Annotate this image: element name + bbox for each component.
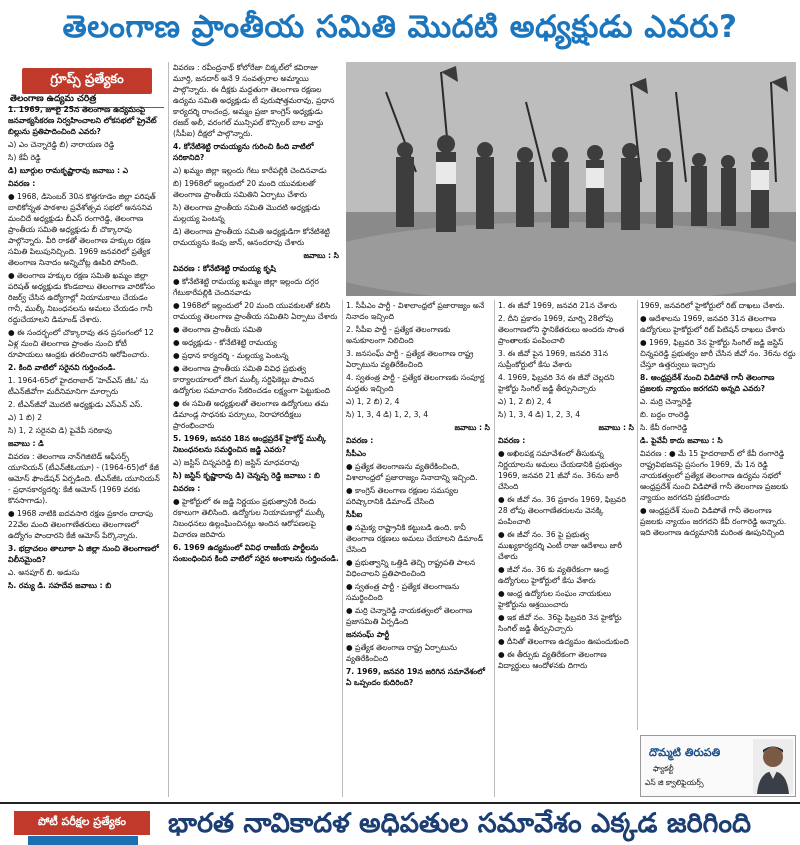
paragraph: ఎ. మర్రి చెన్నారెడ్డి [640,397,692,406]
paragraph: 2. టీఎన్‌జీవో మొదటి అధ్యక్షుడు ఎస్‌ఎన్ ఎస్. [8,400,143,409]
paragraph: 2. దీని ప్రకారం 1969, మార్చి 28లోపు తెలంగాణలోని స్థానికేతరులు అందరు సొంత ప్రాంతాలకు పంపించాలి [498,314,625,345]
paragraph: జవాబు : సి [598,423,634,432]
article-column-5 [640,300,796,730]
paragraph: డి) బూర్గుల రామకృష్ణారావు జవాబు : ఎ [8,166,129,175]
paragraph: వివరణ : ● మే 15 హైదరాబాద్ లో కేవీ రంగారెడ్డి రాష్ట్రవిభజనపై ప్రసంగం 1969, మే 1న రెడ్డి నాయకత్వంలో ప్రత్యేక తెలంగాణ ఉద్యమ సభలో ఆంధ్రప్రదేశ్ నుంచి విడిపోతే గానీ తెలంగాణ ప్రజలకు న్యాయం జరగదని ప్రకటించారు [640,449,788,502]
paragraph: ● ఆంధ్ర ఉద్యోగుల సంఘం నాయకులు హైకోర్టును ఆశ్రయించారు [498,589,612,609]
paragraph: డి. పైవేవీ కాదు జవాబు : సి [640,436,723,445]
paragraph: 2. సీపీఐ పార్టీ - ప్రత్యేక తెలంగాణకు అనుకూలంగా నిలిచింది [346,325,451,345]
paragraph: ● ఇక జీవో నం. 36పై ఫిబ్రవరి 3న హైకోర్టు సింగిల్ జడ్జి తీర్పునిచ్చారు [498,613,622,633]
paragraph: 1. సీపీఎం పార్టీ - విశాలాంధ్రలో ప్రజారాజ్యం అనే నినాదం ఇచ్చింది [346,301,485,321]
paragraph: ఎ) ఎం చెన్నారెడ్డి బి) నారాయణ రెడ్డి [8,140,115,149]
paragraph: ఎ) జస్టిస్ చిన్నపరెడ్డి బి) జస్టిస్ మాధవరావు [173,458,300,467]
paragraph: ● స్వతంత్ర పార్టీ - ప్రత్యేక తెలంగాణను సమర్థించింది [346,582,460,602]
paragraph: ● దీనితో తెలంగాణ ఉద్యమం ఊపందుకుంది [498,637,629,646]
author-photo [753,739,793,794]
paragraph: ● సమైక్య రాష్ట్రానికి కట్టుబడి ఉంది. కానీ తెలంగాణ రక్షణలు అమలు చేయాలని డిమాండ్ చేసింది [346,523,484,554]
article-column-3 [346,300,490,777]
paragraph: జవాబు : డి [8,439,44,448]
paragraph: ● ఆదేశాలను 1969, జనవరి 31న తెలంగాణ ఉద్యోగులు హైకోర్టులో రిట్ పిటిషన్ దాఖలు చేశారు [640,314,785,334]
paragraph: ● కోనేటిశెట్టి రామయ్య ఖమ్మం జిల్లా ఇల్లందు దగ్గర గేటుకారేపల్లికి చెందినవాడు [173,277,319,297]
paragraph: ● ఈ తీర్పుకు వ్యతిరేకంగా తెలంగాణ విద్యార్థులు ఆందోళనకు దిగారు [498,650,607,670]
paragraph: సి) 1, 2 సరైనవి డి) పైవేవీ సరికావు [8,426,112,435]
paragraph: బి. బద్దం రాంరెడ్డి [640,410,690,419]
paragraph: బి) 1968లో ఇల్లందులో 20 మంది యువకులతో తెలంగాణ ప్రాంతీయ సమితిని ఏర్పాటు చేశారు [173,179,316,199]
paragraph: సి) తెలంగాణ ప్రాంతీయ సమితి మొదటి అధ్యక్షుడు మల్లయ్య పెంటన్న [173,203,320,223]
section-subtitle: తెలంగాణ ఉద్యమ చరిత్ర [8,94,164,108]
author-box [640,735,796,797]
paragraph: 4. 1969, ఫిబ్రవరి 3న ఈ జీవో చెల్లదని హైకోర్టు సింగిల్ జడ్జి తీర్పునిచ్చారు [498,373,615,393]
author-title: ఫ్యాకల్టీ [653,764,674,773]
paragraph: 1. 1964-65లో హైదరాబాద్ 'హెచ్ఎస్‌ జీఓ' ను టీఎన్‌జీవోగా మదీనిమానిగా మార్చారు [8,376,149,396]
paragraph: డి) తెలంగాణ ప్రాంతీయ సమితి అధ్యక్షుడిగా కోనేటిశెట్టి రామయ్యను కెంపు జాన్, ఆనందరావు చేశారు [173,227,330,247]
column-divider [168,62,169,797]
paragraph: సి) 1, 3, 4 డి) 1, 2, 3, 4 [498,410,581,419]
paragraph: ఎ) 1, 2 బి) 2, 4 [346,397,400,406]
author-company: ఎస్ జి క్వాలిఫైయర్స్ [645,778,704,787]
paragraph: ● ప్రత్యేక తెలంగాణను వ్యతిరేకించింది, విశాలాంధ్రలో ప్రజారాజ్యం నినాదాన్ని ఇచ్చింది. [346,462,478,482]
paragraph: 1969, జనవరిలో హైకోర్టులో రిట్ దాఖలు చేశారు. [640,301,785,310]
column-divider [494,300,495,797]
historical-photo [346,62,796,296]
paragraph: వివరణ : కోనేటిశెట్టి రామయ్య కృషి [173,264,276,273]
paragraph: ● అఖిలపక్ష సమావేశంలో తీసుకున్న నిర్ణయాలను అమలు చేయడానికి ప్రభుత్వం 1969, జనవరి 21 జీవో నం. 36ను జారీ చేసింది [498,449,622,491]
paragraph: 4. స్వతంత్ర పార్టీ - ప్రత్యేక తెలంగాణకు సంపూర్ణ మద్దతు ఇచ్చింది [346,373,485,393]
paragraph: ● ఈ సమితి అధ్యక్షులతో తెలంగాణ ఉద్యోగులు తమ డిమాండ్ల సాధనకు పర్చూలు, నిరాహారదీక్షలు ప్రారంభించారు [173,399,329,430]
paragraph: జవాబు : సి [303,251,339,260]
paragraph: 6. 1969 ఉద్యమంలో వివిధ రాజకీయ పార్టీలను సంబంధించిన కింది వాటిలో సరైన అంశాలను గుర్తించండి. [173,543,339,563]
paragraph: ● హైకోర్టులో ఈ జడ్జి నిర్ణయం ప్రభుత్వానికి రెండు రకాలుగా తెలిసింది. ఉద్యోగుల నియామకాల్లో ముల్కీ నిబంధనలు ఉల్లంఘించినట్లు అందిన ఆరోపణలపై విచారణ జరిపారు [173,497,326,539]
paragraph: ఎ) 1 బి) 2 [8,413,43,422]
paragraph: ఎ) ఖమ్మం జిల్లా ఇల్లందు గేటు కారేపల్లికి చెందినవాడు [173,166,327,175]
paragraph: 3. ఈ జీవో పైన 1969, జనవరి 31న సుప్రీంకోర్టులో కేసు వేశారు [498,349,608,369]
page-headline: తెలంగాణ ప్రాంతీయ సమితి మొదటి అధ్యక్షుడు ఎవరు? [62,8,738,45]
paragraph: ● ఈ జీవో నం. 36 పై ప్రభుత్వ ముఖ్యకార్యదర్శి ఎంటీ రాజు ఆదేశాలు జారీ చేశారు [498,530,623,561]
paragraph: సి) జస్టిస్ కృష్ణారావు డి) చెన్నప్ప రెడ్డి జవాబు : బి [173,471,320,480]
section-badge: గ్రూప్స్ ప్రత్యేకం [22,68,152,94]
paragraph: సి. రమ్య డి. సహదేవ జవాబు : బి [8,581,112,590]
paragraph: జనసంఘ్ పార్టీ [346,630,390,639]
author-name: దొమ్మటి తిరుపతి [649,746,721,759]
paragraph: సీపీఐ [346,510,363,519]
paragraph: ● తెలంగాణ హక్కుల రక్షణ సమితి ఖమ్మం జిల్లా పరిషత్‌ అధ్యక్షుడు కొండబాలు తెలంగాణ వారికోసం రిజర్వ్‌ చేసిన ఉద్యోగాల్లో నియామకాలు చేయడం గానీ, ముల్కీ నిబంధనలను అమలు చేయడం గానీ రద్దుచేయాలని డిమాండ్‌ చేశారు. [8,271,155,324]
paragraph: జవాబు : సి [454,423,490,432]
article-column-1 [8,104,164,759]
article-column-4 [498,300,634,777]
paragraph: ● ప్రధాన కార్యదర్శి - మల్లయ్య పెంటన్న [173,351,289,360]
paragraph: ● 1968, డిసెంబర్ 30న కొత్తగూడెం జిల్లా పరిషత్ బాలికోన్నత పాఠశాల ప్రవేశోత్సవ సభలో ఆనసనివ మంచిదే అధ్యక్షుడు బీఎస్‌ రంగారెడ్డి, తెలంగాణ ప్రాంతీయ సమితి అధ్యక్షుడు బీ చొక్కారావు పాల్గొన్నారు. వీరి రాకతో తెలంగాణ హక్కుల రక్షణ సమితి పిలుపునిచ్చింది. 1969 జనవరిలో ప్రత్యేక తెలంగాణ నినాదం అన్నిచోట్ల ఊపిరి పోసింది. [8,192,156,267]
paragraph: సీపీఎం [346,449,366,458]
paragraph: సి) కేవీ రెడ్డి [8,153,41,162]
paragraph: ● తెలంగాణ ప్రాంతీయ సమితి [173,325,262,334]
paragraph: వివరణ : [173,484,201,493]
paragraph: వివరణ : తెలంగాణ నాన్‌గెజిటెడ్‌ ఆఫీసర్స్‌ యూనియన్ (టీఎన్‌జీఓయూ) - (1964-65)లో కేజీ ఆమోస్‌ ఫౌండేషన్‌ ఏర్పడింది. టీఎన్‌జీఓ యూనియన్ - ప్రధానకార్యదర్శి: కేజీ ఆమోస్‌ (1969 వరకు కొనసాగాడు). [8,452,160,505]
bottom-divider [0,802,800,804]
column-divider [342,300,343,797]
paragraph: 3. జనసంఘ్ పార్టీ - ప్రత్యేక తెలంగాణ రాష్ట్ర ఏర్పాటును వ్యతిరేకించింది [346,349,474,369]
paragraph: 4. కోనేటిశెట్టి రామయ్యను గురించి కింది వాటిలో సరికానిది? [173,142,314,162]
paragraph: 8. ఆంధ్రప్రదేశ్ నుంచి విడిపోతే గానీ తెలంగాణ ప్రజలకు న్యాయం జరగదని అన్నది ఎవరు? [640,373,775,393]
paragraph: ● అధ్యక్షుడు - కోనేటిశెట్టి రామయ్య [173,338,277,347]
paragraph: ఎ) 1, 2 బి) 2, 4 [498,397,552,406]
paragraph: వివరణ : [346,436,374,445]
paragraph: ● తెలంగాణ ప్రాంతీయ సమితి వివిధ ప్రభుత్వ కార్యాలయాలలో దొంగ ముల్కీ సర్టిఫికెట్లు పొందిన ఉద్యోగుల సమాచారం సేకరించడం లక్ష్యంగా పెట్టుకుంది [173,364,331,395]
column-divider [637,300,638,730]
paragraph: 7. 1969, జనవరి 19న జరిగిన సమావేశంలో ఏ ఒప్పందం కుదిరింది? [346,667,485,687]
paragraph: ● 1968లో ఇల్లందులో 20 మంది యువకులతో కలిసి రామయ్య తెలంగాణ ప్రాంతీయ సమితిని ఏర్పాటు చేశారు [173,301,338,321]
bottom-badge-underline [28,836,138,845]
paragraph: వివరణ : రవీంద్రనాథ్ కోలోరేజా చిక్కల్‌లో కవిరాజు మూర్తి, జనదార్ అనే 9 సంవత్సరాల అమ్మాయి పాల్గొన్నారు. ఈ దీక్షకు మద్దతుగా తెలంగాణ రక్షణల ఉద్యమ సమితి అధ్యక్షుడు టీ పురుషోత్తమరావు, ప్రధాన కార్యదర్శి రాంచంద్ర, అమ్మం ప్రజా కాంగ్రెస్ అధ్యక్షుడు రజబ్ అలీ, వరంగల్ మున్సిపల్ కౌన్సిలర్ బాల వార్డు (సీపీఐ) దీక్షలో పాల్గొన్నారు. [173,63,335,138]
paragraph: ● 1968 నాటికి ఐదవసారి రక్షణ ప్రకారం దాదాపు 22వేల మంది తెలంగాణేతరులు తెలంగాణలో ఉద్యోగం పొందారని కేజీ ఆమోస్‌ పేర్కొన్నారు. [8,509,153,540]
paragraph: ● ఈ జీవో నం. 36 ప్రకారం 1969, ఫిబ్రవరి 28 లోపు తెలంగాణేతరులను వెనక్కి పంపించాలి [498,495,626,526]
author-portrait-icon [753,739,793,794]
paragraph: ● ఈ సందర్భంలో చొక్కారావు తన ప్రసంగంలో 12 ఏళ్ల నుంచి తెలంగాణ ప్రాంతం నుంచి కోటీ రూపాయలు ఆంధ్రకు తరలించారని ఆరోపించారు. [8,328,154,359]
protesters-illustration [346,62,796,296]
paragraph: ● కాంగ్రెస్ తెలంగాణ రక్షణల సమస్యల పరిష్కారానికి డిమాండ్ చేసింది [346,486,459,506]
paragraph: సి) 1, 3, 4 డి) 1, 2, 3, 4 [346,410,429,419]
paragraph: ● ప్రభుత్వాన్ని ఒత్తిడి తెచ్చి రాష్ట్రపతి పాలన విధించాలని ప్రతిపాదించింది [346,558,476,578]
paragraph: 2. కింది వాటిలో సరైనవి గుర్తించండి. [8,363,116,372]
paragraph: వివరణ : [498,436,526,445]
paragraph: ● ప్రత్యేక తెలంగాణ రాష్ట్ర ఏర్పాటును వ్యతిరేకించింది [346,643,457,663]
paragraph: ఎ. అనపూర్ బి. అడుసు [8,568,80,577]
bottom-headline: భారత నావికాదళ అధిపతుల సమావేశం ఎక్కడ జరిగింది [168,808,752,839]
paragraph: 5. 1969, జనవరి 18న ఆంధ్రప్రదేశ్ హైకోర్ట్ ముల్కీ నిబంధనలను సమర్థించిన జడ్జి ఎవరు? [173,434,327,454]
bottom-section-badge: పోటీ పరీక్షల ప్రత్యేకం [14,811,150,835]
paragraph: ● ఆంధ్రప్రదేశ్ నుంచి విడిపోతే గానీ తెలంగాణ ప్రజలకు న్యాయం జరగదని కేవీ రంగారెడ్డి అన్నారు. ఇది తెలంగాణ ఉద్యమానికి మరింత ఊపునిచ్చింది [640,506,787,537]
paragraph: 3. భద్రాచలం తాలూకా ఏ జిల్లా నుంచి తెలంగాణలో విలీనమైంది? [8,544,159,564]
paragraph: వివరణ : [8,179,36,188]
paragraph: ● మర్రి చెన్నారెడ్డి నాయకత్వంలో తెలంగాణ ప్రజాసమితి ఏర్పడింది [346,606,473,626]
paragraph: 1. ఈ జీవో 1969, జనవరి 21న చేశారు [498,301,617,310]
paragraph: ● జీవో నం. 36 కు వ్యతిరేకంగా ఆంధ్ర ఉద్యోగులు హైకోర్టులో కేసు వేశారు [498,565,609,585]
paragraph: ● 1969, ఫిబ్రవరి 3న హైకోర్టు సింగిల్ జడ్జి జస్టిస్ చిన్నపరెడ్డి ప్రభుత్వం జారీ చేసిన జీవో నం. 36ను రద్దు చేస్తూ ఉత్తర్వులు ఇచ్చారు [640,338,796,369]
paragraph: 1. 1969, జూలై 25న తెలంగాణ ఉద్యమంపై జనవాక్యసేకరణ నిర్వహించాలని లోకసభలో ప్రైవేట్ బిల్లును ప్రతిపాదించింది ఎవరు? [8,105,157,136]
article-column-2 [173,62,339,777]
paragraph: సి. కేవీ రంగారెడ్డి [640,423,688,432]
